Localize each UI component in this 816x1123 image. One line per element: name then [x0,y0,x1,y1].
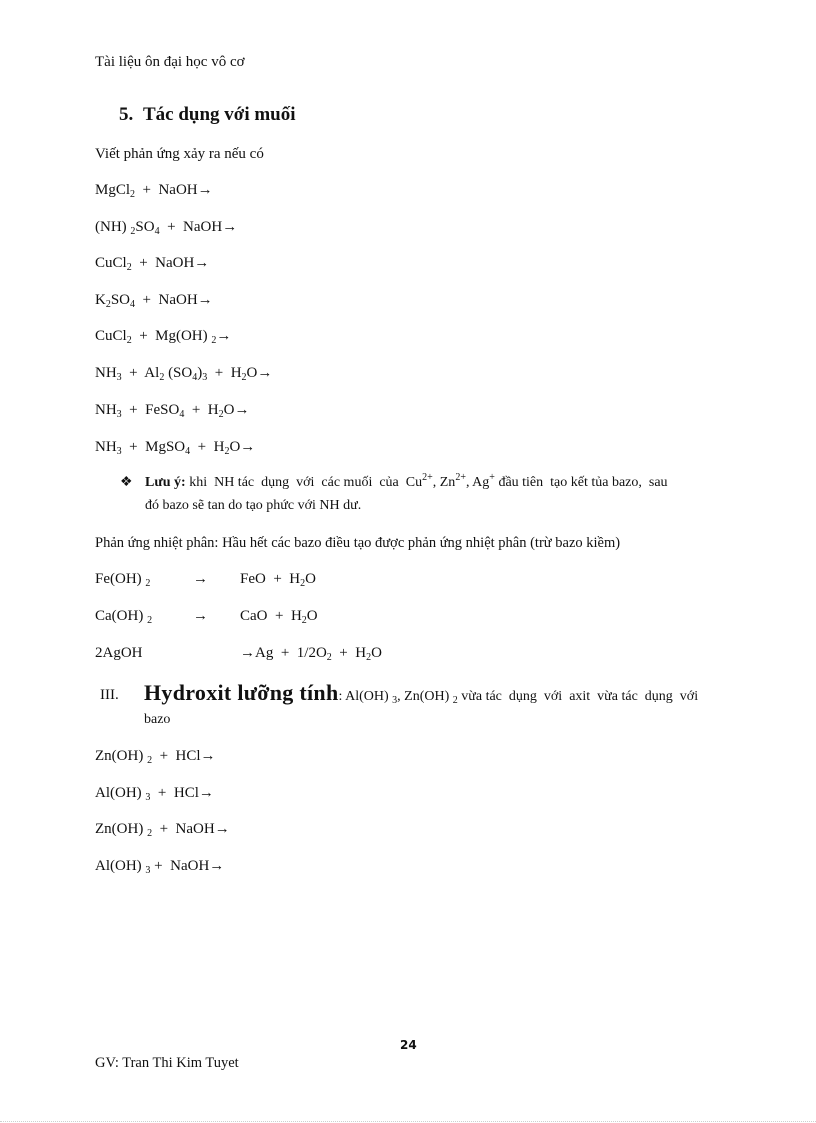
note-line-1: Lưu ý: khi NH tác dụng với các muối của $Cu^{2+}$, $Zn^{2+}$, Ag+ đầu tiên tạo kết tủa bazo, sau [145,472,668,490]
reaction-line: Zn(OH) $_2$ + HCl→ [95,748,216,766]
section-number: 5. [119,104,134,125]
thermal-row-right: FeO + $H_2O$ [240,571,316,589]
thermal-row-right: CaO + $H_2O$ [240,608,318,626]
page-edge-divider [0,1121,816,1122]
section-title: Hydroxit lưỡng tính [144,680,339,705]
section-roman-number: III. [100,687,119,703]
diamond-bullet-icon: ❖ [120,475,133,490]
thermal-arrow: → [193,571,208,587]
page-number: 24 [400,1038,417,1052]
reaction-line: $NH_3$ + FeSO$_4$ + $H_2O\to$ [95,402,250,420]
thermal-row-right: $\to Ag + 1/2O_2 + H_2O$ [240,645,382,663]
reaction-line: MgCl$_2$ + NaOH→ [95,182,213,200]
thermal-intro: Phản ứng nhiệt phân: Hầu hết các bazo điều tạo được phản ứng nhiệt phân (trừ bazo kiềm) [95,535,621,551]
reaction-line: $NH_3$ + MgSO$_4$ + $H_2O\to$ [95,439,256,457]
section-desc-line-2: bazo [144,712,171,727]
section-title: Tác dụng với muối [143,104,296,125]
reaction-line: $NH_3 + Al_2$ $(SO_4)_3 + H_2O\to$ [95,365,273,383]
reaction-line: (NH) $_2SO_4$ + NaOH→ [95,219,238,237]
reaction-line: Zn(OH) $_2$ + NaOH→ [95,821,230,839]
reaction-line: CuCl$_2$ + NaOH→ [95,255,210,273]
reaction-line: Al(OH) $_3$ + HCl→ [95,785,214,803]
reaction-line: Al(OH) $_3$ + NaOH→ [95,858,225,876]
thermal-row-left: Ca(OH) $_2$ [95,608,153,626]
thermal-row-left: Fe(OH) $_2$ [95,571,151,589]
section-heading [119,104,296,126]
intro-text: Viết phản ứng xảy ra nếu có [95,146,264,162]
section-heading-line: Hydroxit lưỡng tính: Al(OH) $_3$, Zn(OH) $_2$ vừa tác dụng với axit vừa tác dụng với [144,680,699,706]
thermal-arrow: → [193,608,208,624]
note-line-2: đó bazo sẽ tan do tạo phức với NH dư. [145,498,362,513]
reaction-line: $K_2SO_4$ + NaOH→ [95,292,213,310]
thermal-row-left: 2AgOH [95,645,143,661]
page-header: Tài liệu ôn đại học vô cơ [95,54,245,70]
footer-author: GV: Tran Thi Kim Tuyet [95,1055,239,1071]
reaction-line: CuCl$_2$ + Mg(OH) $_2$→ [95,328,232,346]
